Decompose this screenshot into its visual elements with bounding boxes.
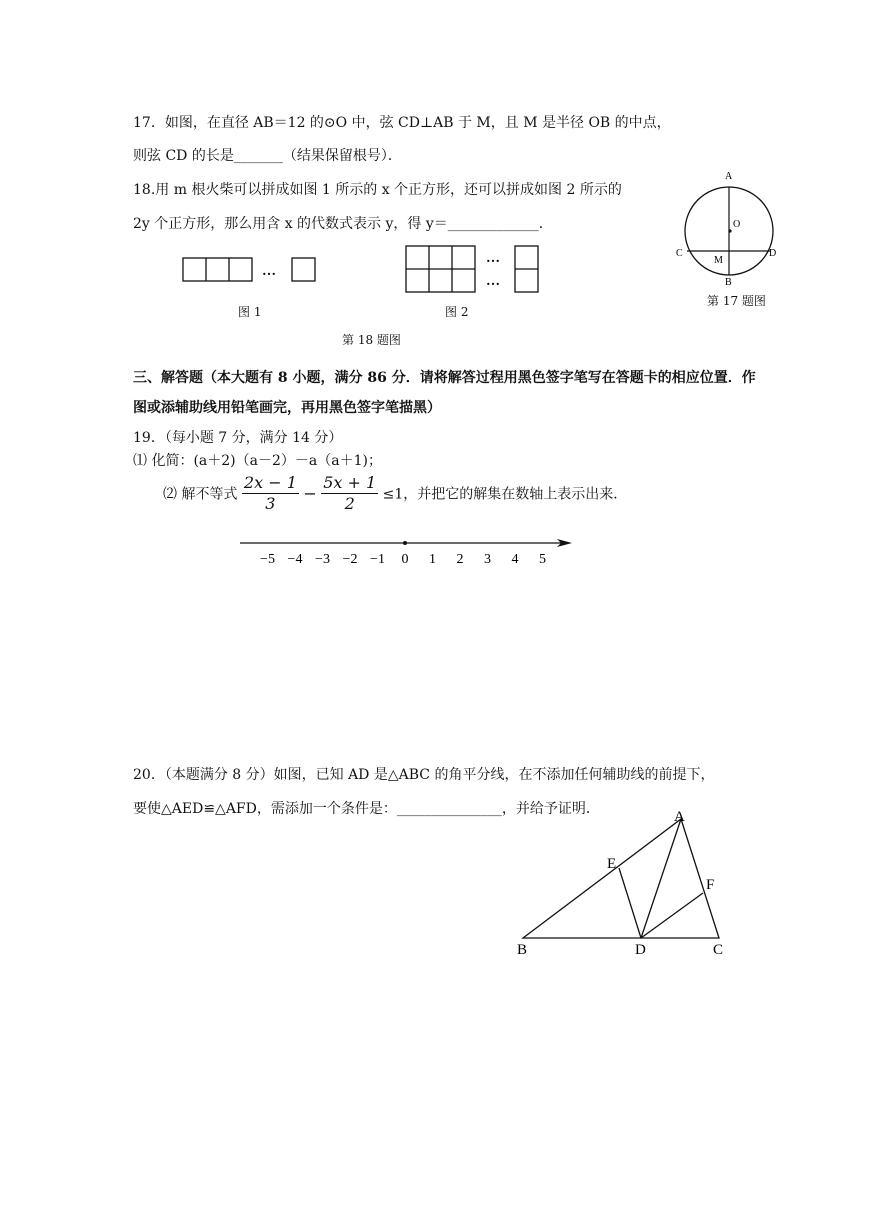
q18-line1: 18.用 m 根火柴可以拼成如图 1 所示的 x 个正方形，还可以拼成如图 2 所示的 bbox=[133, 182, 622, 198]
label-b: B bbox=[725, 277, 732, 288]
fraction-2-numerator: 5x + 1 bbox=[323, 473, 377, 492]
tick-label: −1 bbox=[370, 552, 385, 567]
triangle-abc bbox=[523, 819, 719, 938]
tick-label: 2 bbox=[456, 552, 464, 567]
fraction-1 bbox=[242, 473, 299, 514]
q20-line2: 要使△AED≌△AFD，需添加一个条件是：_______________，并给予证明． bbox=[133, 801, 600, 817]
tick-label: 1 bbox=[429, 552, 436, 567]
tick-label: 4 bbox=[511, 552, 519, 567]
fig1-row bbox=[183, 258, 252, 281]
q20-line1: 20．（本题满分 8 分）如图，已知 AD 是△ABC 的角平分线，在不添加任何辅助线的前提下， bbox=[133, 767, 715, 783]
tick-label: −5 bbox=[260, 552, 275, 567]
label-c: C bbox=[676, 248, 683, 259]
label-e: E bbox=[607, 856, 617, 872]
q17-line2: 则弦 CD 的长是_______（结果保留根号）． bbox=[133, 148, 402, 164]
label-o: O bbox=[733, 219, 741, 230]
q18-caption: 第 18 题图 bbox=[342, 333, 401, 347]
fraction-1-numerator: 2x − 1 bbox=[243, 473, 297, 492]
fig1-last-square bbox=[292, 258, 315, 281]
tick-label: 0 bbox=[401, 552, 409, 567]
tick-label: 5 bbox=[539, 552, 546, 567]
q19-part1: ⑴ 化简：(a＋2)（a－2）－a（a＋1)； bbox=[133, 453, 382, 469]
q18-fig1-caption: 图 1 bbox=[238, 305, 262, 319]
q18-figure-1 bbox=[180, 253, 320, 288]
q17-line1: 17．如图，在直径 AB＝12 的⊙O 中，弦 CD⊥AB 于 M，且 M 是半径 OB 的中点， bbox=[133, 115, 671, 131]
q17-caption: 第 17 题图 bbox=[707, 294, 766, 308]
q19-part2 bbox=[163, 473, 627, 514]
fraction-2 bbox=[321, 473, 378, 514]
q18-figure-2 bbox=[403, 243, 548, 298]
fraction-2-denominator: 2 bbox=[344, 494, 355, 513]
tick-label: −2 bbox=[342, 552, 358, 567]
number-line bbox=[235, 533, 580, 568]
fraction-1-denominator: 3 bbox=[265, 494, 276, 513]
q18-fig2-caption: 图 2 bbox=[445, 305, 469, 319]
segment-fd bbox=[641, 893, 703, 938]
fig1-ellipsis: … bbox=[262, 264, 276, 279]
q19-header: 19．（每小题 7 分，满分 14 分） bbox=[133, 430, 343, 446]
segment-ad bbox=[641, 819, 681, 938]
q19-part2-prefix: ⑵ 解不等式 bbox=[163, 486, 238, 503]
label-d: D bbox=[635, 942, 646, 958]
tick-label: −3 bbox=[315, 552, 330, 567]
center-point-o bbox=[728, 229, 731, 232]
label-c: C bbox=[713, 942, 724, 958]
fig2-ellipsis-top: … bbox=[486, 251, 500, 266]
label-f: F bbox=[706, 877, 715, 893]
q19-part2-suffix: ≤1，并把它的解集在数轴上表示出来． bbox=[382, 486, 628, 503]
label-a: A bbox=[725, 171, 733, 182]
tick-label: −4 bbox=[287, 552, 303, 567]
origin-point bbox=[403, 541, 407, 545]
q20-triangle-figure bbox=[510, 805, 740, 965]
label-b: B bbox=[517, 942, 528, 958]
label-a: A bbox=[674, 809, 685, 825]
section3-line2: 图或添辅助线用铅笔画完，再用黑色签字笔描黑） bbox=[133, 400, 441, 416]
label-d: D bbox=[769, 248, 777, 259]
section3-line1: 三、解答题（本大题有 8 小题，满分 86 分．请将解答过程用黑色签字笔写在答题卡的相应位置．作 bbox=[133, 370, 756, 386]
q18-line2: 2y 个正方形，那么用含 x 的代数式表示 y，得 y＝_____________． bbox=[133, 216, 553, 232]
segment-ed bbox=[619, 868, 641, 938]
label-m: M bbox=[714, 255, 723, 266]
fig2-ellipsis-bottom: … bbox=[486, 274, 500, 289]
q17-circle-figure bbox=[670, 165, 790, 290]
fraction-minus: − bbox=[303, 484, 317, 503]
tick-label: 3 bbox=[484, 552, 491, 567]
